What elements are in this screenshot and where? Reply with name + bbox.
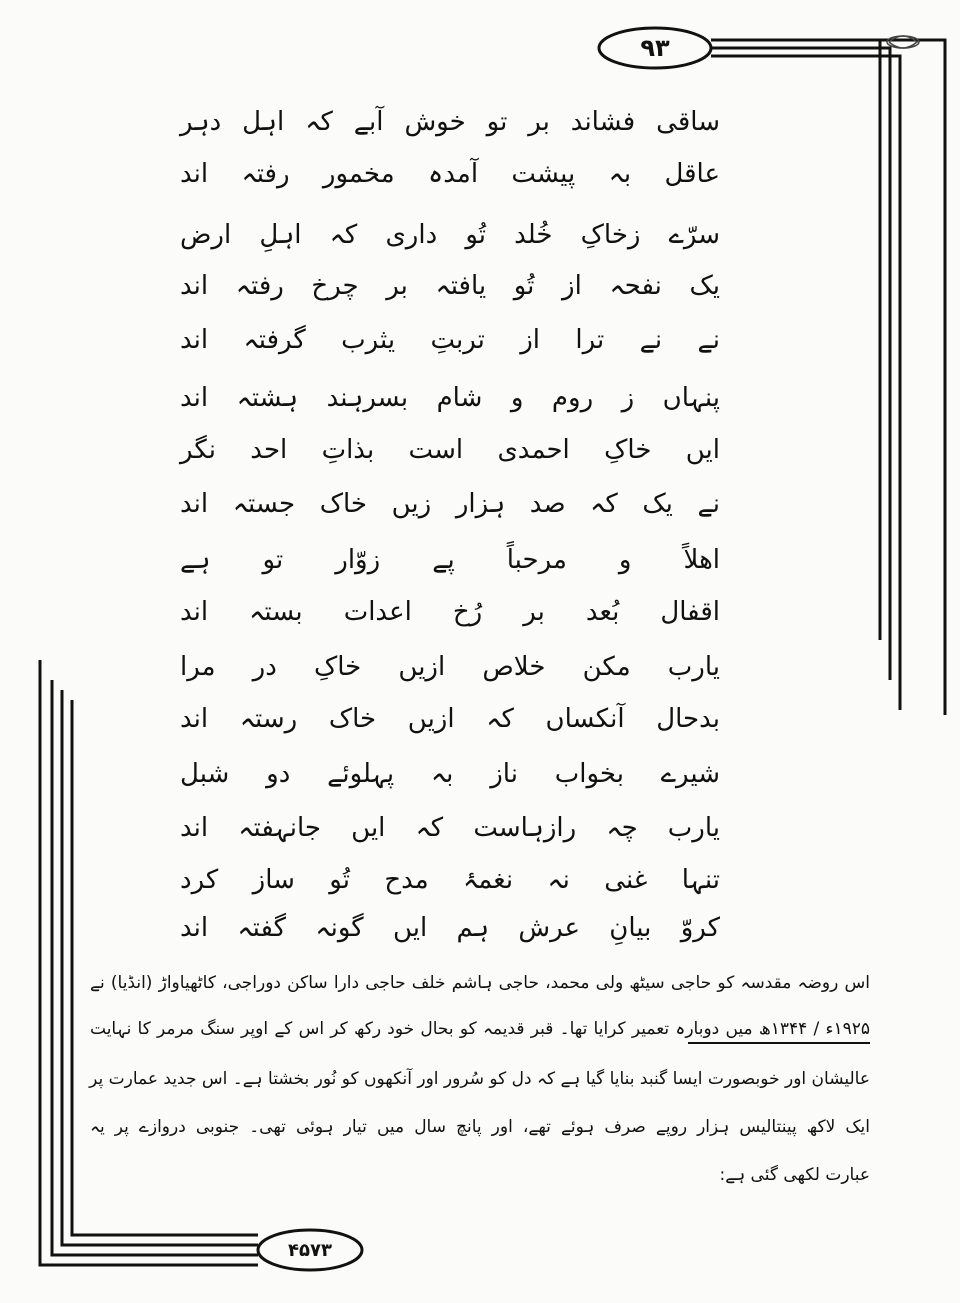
poem-line: شیرے بخواب ناز بہ پہلوئے دو شبل: [180, 759, 720, 789]
poem-line: ایں خاکِ احمدی است بذاتِ احد نگر: [180, 435, 720, 465]
poem-line: ساقی فشاند بر تو خوش آبے کہ اہل دہر: [180, 107, 720, 137]
prose-line: ۱۹۲۵ء / ۱۳۴۴ھ میں دوبارہ تعمیر کرایا تھا۔ قبر قدیمہ کو بحال خود رکھ کر اس کے اوپر سنگ مرمر کا نہایت: [90, 1019, 870, 1039]
date-underline: [688, 1042, 870, 1044]
poem-line: بدحال آنکساں کہ ازیں خاک رستہ اند: [180, 704, 720, 734]
poem-line: نے یک کہ صد ہزار زیں خاک جستہ اند: [180, 489, 720, 519]
poem-line: سرّے زخاکِ خُلد تُو داری کہ اہلِ ارض: [180, 220, 720, 250]
prose-line: عبارت لکھی گئی ہے:: [719, 1165, 870, 1185]
poem-line: تنہا غنی نہ نغمۂ مدح تُو ساز کرد: [180, 865, 720, 895]
poem-line: یارب چہ رازہاست کہ ایں جانہفتہ اند: [180, 813, 720, 843]
poem-line: پنہاں ز روم و شام بسرہند ہشتہ اند: [180, 383, 720, 413]
poem-line: اقفال بُعد بر رُخ اعدات بستہ اند: [180, 597, 720, 627]
poem-line: اھلاً و مرحباً پے زوّار تو ہے: [180, 545, 720, 575]
poem-line: عاقل بہ پیشت آمدہ مخمور رفتہ اند: [180, 159, 720, 189]
prose-line: ایک لاکھ پینتالیس ہزار روپے صرف ہوئے تھے، اور پانچ سال میں تیار ہوئی تھی۔ جنوبی دروازے پر یہ: [90, 1117, 870, 1137]
page-number: ۹۳: [640, 34, 670, 62]
prose-line: اس روضہ مقدسہ کو حاجی سیٹھ ولی محمد، حاجی ہاشم خلف حاجی دارا ساکن دوراجی، کاٹھیاواڑ (انڈیا) نے: [90, 973, 870, 993]
poem-line: یک نفحہ از تُو یافتہ بر چرخ رفتہ اند: [180, 271, 720, 301]
prose-line: عالیشان اور خوبصورت ایسا گنبد بنایا گیا ہے کہ دل کو سُرور اور آنکھوں کو نُور بخشتا ہے۔ اس جدید عمارت پر: [89, 1069, 870, 1089]
footer-ref-number: ۴۵۷۳: [288, 1239, 332, 1261]
ornament-icon: [887, 36, 919, 48]
poem-line: یارب مکن خلاص ازیں خاکِ در مرا: [180, 652, 720, 682]
poem-line: کروّ بیانِ عرش ہم ایں گونہ گفتہ اند: [180, 913, 720, 943]
poem-line: نے نے ترا از تربتِ یثرب گرفتہ اند: [180, 325, 720, 355]
